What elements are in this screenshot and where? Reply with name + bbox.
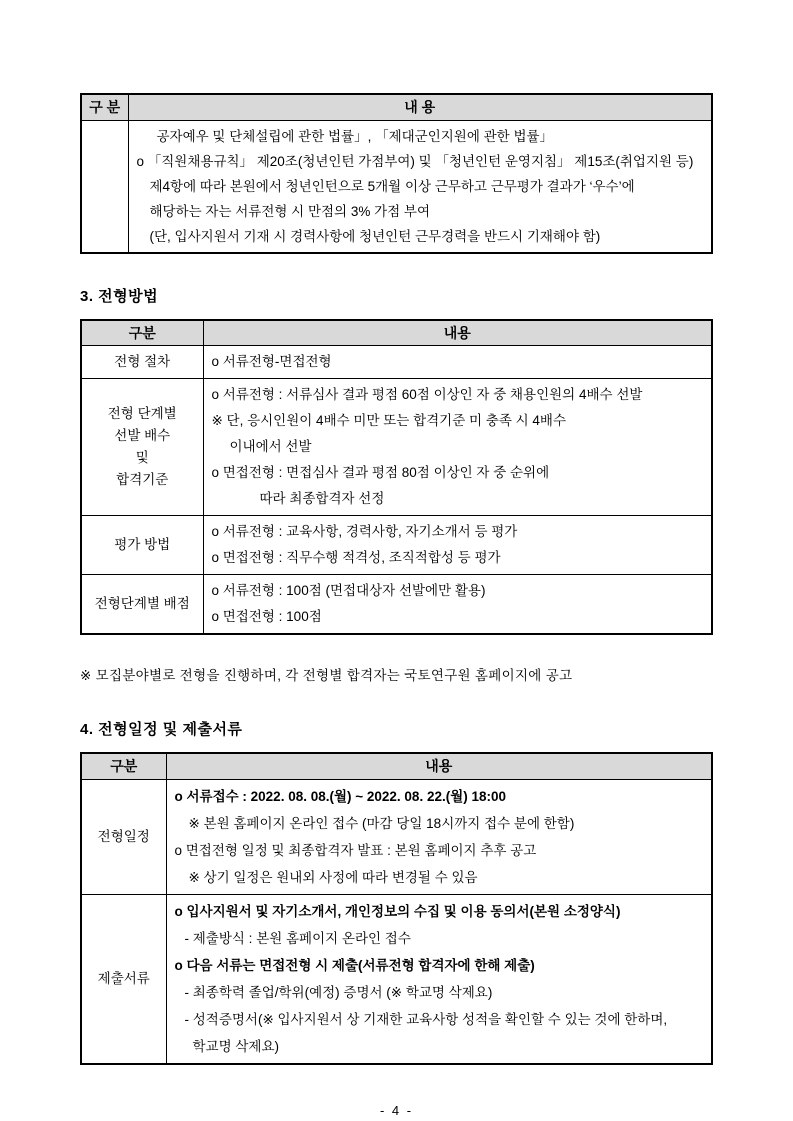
column-header: 구 분 [81,94,128,120]
content-line: o 서류접수 : 2022. 08. 08.(월) ~ 2022. 08. 22.(월) 18:00 [174,788,507,804]
row-label-line: 전형단계별 배점 [94,596,190,611]
table-row [81,379,712,516]
section-4-title: 4. 전형일정 및 제출서류 [80,721,243,738]
row-label-cell [81,575,203,635]
row-label-cell [81,894,166,1064]
content-line: o 서류전형 : 서류심사 결과 평점 60점 이상인 자 중 채용인원의 4배수 선발 [211,387,643,402]
row-content-cell [203,516,712,575]
row-content-cell [166,894,712,1064]
selection-method-table-grid [80,319,713,636]
table-row [81,779,712,894]
table-row [81,120,712,253]
table-header-row [81,94,712,120]
content-line: (단, 입사지원서 기재 시 경력사항에 청년인턴 근무경력을 반드시 기재해야 함) [149,228,601,244]
column-header: 내 용 [128,94,712,120]
content-line: o 다음 서류는 면접전형 시 제출(서류전형 합격자에 한해 제출) [174,957,535,973]
section-3-title: 3. 전형방법 [80,287,159,305]
content-line: 제4항에 따라 본원에서 청년인턴으로 5개월 이상 근무하고 근무평가 결과가 ‘우수’에 [149,178,635,194]
row-label-line: 및 [135,450,149,465]
table-header-row [81,320,712,346]
row-label-line: 평가 방법 [114,537,171,552]
row-label-line: 전형 절차 [114,354,171,369]
row-label-line: 전형 단계별 [107,406,177,421]
criteria-continuation-table-grid [80,93,713,254]
row-content-cell [203,575,712,635]
table-row [81,516,712,575]
content-line: o 입사지원서 및 자기소개서, 개인정보의 수집 및 이용 동의서(본원 소정양식) [174,903,621,919]
column-header: 구분 [81,753,166,779]
row-content-cell [203,346,712,379]
content-line: ※ 단, 응시인원이 4배수 미만 또는 합격기준 미 충족 시 4배수 [211,413,566,428]
content-line: - 최종학력 졸업/학위(예정) 증명서 (※ 학교명 삭제요) [184,984,493,1000]
content-line: o 면접전형 : 100점 [211,609,322,624]
row-content-cell [128,120,712,253]
content-line: 따라 최종합격자 선정 [259,491,385,506]
content-line: o 면접전형 일정 및 최종합격자 발표 : 본원 홈페이지 추후 공고 [174,842,537,858]
criteria-continuation-table [80,93,713,254]
table-header-row [81,753,712,779]
content-line: o 서류전형 : 교육사항, 경력사항, 자기소개서 등 평가 [211,524,518,539]
row-content-cell [166,779,712,894]
table-row [81,346,712,379]
content-line: 해당하는 자는 서류전형 시 만점의 3% 가점 부여 [149,203,431,219]
column-header: 내용 [166,753,712,779]
selection-note: ※ 모집분야별로 전형을 진행하며, 각 전형별 합격자는 국토연구원 홈페이지에 공고 [80,668,573,683]
row-label-cell [81,516,203,575]
row-label-cell [81,779,166,894]
column-header: 내용 [203,320,712,346]
page-number: - 4 - [379,1102,414,1118]
row-label-line: 제출서류 [97,970,150,986]
table-row [81,575,712,635]
row-label-line: 선발 배수 [114,428,171,443]
content-line: o 면접전형 : 직무수행 적격성, 조직적합성 등 평가 [211,550,501,565]
document-page-content [80,93,713,1118]
content-line: o 서류전형 : 100점 (면접대상자 선발에만 활용) [211,583,486,598]
content-line: 이내에서 선발 [229,439,312,454]
row-label-line: 합격기준 [116,472,169,487]
content-line: 공자예우 및 단체설립에 관한 법률」, 「제대군인지원에 관한 법률」 [156,128,554,144]
content-line: - 제출방식 : 본원 홈페이지 온라인 접수 [184,930,411,946]
row-label-cell [81,346,203,379]
content-line: ※ 본원 홈페이지 온라인 접수 (마감 당일 18시까지 접수 분에 한함) [188,815,575,831]
content-line: o 「직원채용규칙」 제20조(청년인턴 가점부여) 및 「청년인턴 운영지침」 제15조(취업지원 등) [136,153,694,169]
schedule-documents-table [80,752,713,1065]
row-label-cell [81,379,203,516]
content-line: 학교명 삭제요) [192,1038,279,1054]
content-line: o 면접전형 : 면접심사 결과 평점 80점 이상인 자 중 순위에 [211,465,550,480]
row-content-cell [203,379,712,516]
selection-method-table [80,319,713,636]
row-label-cell [81,120,128,253]
row-label-line: 전형일정 [97,828,150,844]
column-header: 구분 [81,320,203,346]
schedule-documents-table-grid [80,752,713,1065]
content-line: ※ 상기 일정은 원내외 사정에 따라 변경될 수 있음 [188,869,478,885]
table-row [81,894,712,1064]
content-line: o 서류전형-면접전형 [211,354,332,369]
content-line: - 성적증명서(※ 입사지원서 상 기재한 교육사항 성적을 확인할 수 있는 것에 한하며, [184,1011,668,1027]
